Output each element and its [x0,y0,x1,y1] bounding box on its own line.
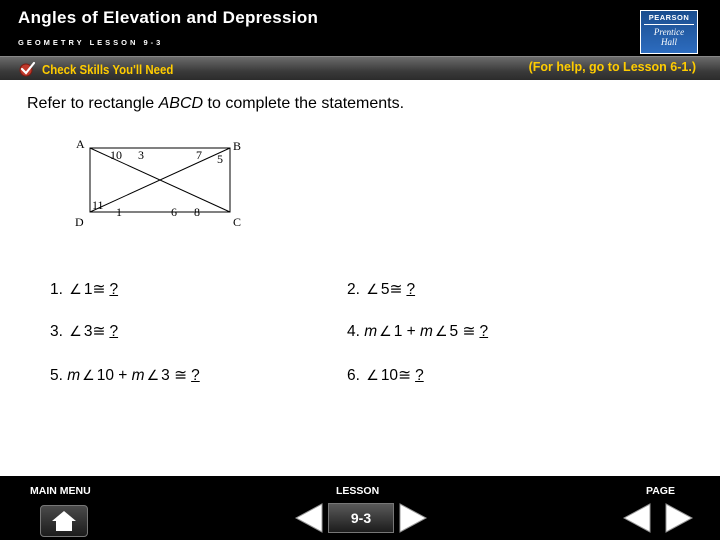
triangle-right-icon [400,504,426,532]
angle-label-10: 10 [110,148,122,162]
header [0,0,720,56]
angle-symbol: ∠ [69,323,82,339]
rectangle-abcd-figure [70,136,250,236]
angle-number: 3 [161,367,170,384]
answer-blank[interactable]: ? [191,367,200,384]
question-number: 3. [50,323,63,340]
angle-symbol: ∠ [379,323,392,339]
measure-m: m [67,367,81,384]
logo-imprint-line-2: Hall [660,37,677,47]
pearson-logo[interactable] [640,10,698,54]
angle-number: 10 [96,367,114,384]
question-5 [50,366,200,385]
help-link[interactable]: (For help, go to Lesson 6-1.) [528,60,696,74]
vertex-d-label: D [75,215,84,229]
congruent-symbol: ≅ [174,367,188,384]
angle-symbol: ∠ [366,367,379,383]
page-title: Angles of Elevation and Depression [18,8,319,27]
page-next-button[interactable] [662,500,696,536]
lesson-next-button[interactable] [396,500,430,536]
triangle-right-icon [666,504,692,532]
lesson-prev-button[interactable] [292,500,326,536]
check-skills-bar [0,56,720,81]
lesson-label: LESSON [336,485,380,497]
answer-blank[interactable]: ? [109,323,119,340]
question-6 [347,366,424,385]
question-number: 4. [347,323,360,340]
angle-number: 1 [393,323,403,340]
answer-blank[interactable]: ? [109,281,119,298]
angle-number: 10 [380,367,399,384]
question-number: 5. [50,367,63,384]
instruction-rectangle-name: ABCD [158,95,204,112]
angle-number: 3 [83,323,93,340]
angle-symbol: ∠ [434,323,448,339]
instruction-text [27,95,404,113]
main-menu-label: MAIN MENU [30,485,91,497]
instruction-pre: Refer to rectangle [27,95,159,112]
question-4 [347,322,488,341]
check-skills-label: Check Skills You'll Need [42,62,174,77]
answer-blank[interactable]: ? [479,323,489,340]
main-menu-button[interactable] [40,505,88,537]
triangle-left-icon [624,504,650,532]
plus-sign: + [118,367,128,384]
vertex-a-label: A [76,137,85,151]
logo-divider [644,24,694,25]
congruent-symbol: ≅ [92,281,106,298]
page-prev-button[interactable] [620,500,654,536]
instruction-post: to complete the statements. [203,95,405,112]
lesson-number: 9-3 [328,503,394,533]
angle-number: 5 [380,281,390,298]
question-number: 1. [50,281,63,298]
angle-label-11: 11 [92,198,104,212]
question-2 [347,280,415,299]
angle-symbol: ∠ [82,367,95,383]
angle-label-5: 5 [217,152,223,166]
measure-m: m [420,323,433,340]
triangle-left-icon [296,504,322,532]
angle-number: 5 [449,323,459,340]
question-3 [50,322,118,341]
answer-blank[interactable]: ? [406,281,416,298]
angle-label-1: 1 [116,205,122,219]
congruent-symbol: ≅ [462,323,476,340]
question-1 [50,280,118,299]
plus-sign: + [406,323,416,340]
home-icon [41,506,87,536]
angle-label-8: 8 [194,205,200,219]
angle-label-6: 6 [171,205,177,219]
main-content [0,80,720,476]
congruent-symbol: ≅ [92,323,106,340]
lesson-subtitle: GEOMETRY LESSON 9-3 [18,38,164,47]
question-number: 2. [347,281,360,298]
footer-nav [0,476,720,540]
logo-imprint [641,27,697,47]
answer-blank[interactable]: ? [415,367,424,384]
vertex-c-label: C [233,215,242,229]
logo-brand: PEARSON [648,13,690,22]
page-label: PAGE [646,485,675,497]
angle-symbol: ∠ [69,281,82,297]
measure-m: m [364,323,378,340]
angle-label-7: 7 [196,148,202,162]
vertex-b-label: B [233,139,242,153]
congruent-symbol: ≅ [398,367,412,384]
congruent-symbol: ≅ [389,281,403,298]
angle-symbol: ∠ [146,367,160,383]
logo-imprint-line-1: Prentice [653,27,685,37]
question-number: 6. [347,367,360,384]
angle-label-3: 3 [138,148,144,162]
angle-symbol: ∠ [366,281,379,297]
measure-m: m [131,367,145,384]
check-icon [18,61,36,77]
angle-number: 1 [83,281,93,298]
